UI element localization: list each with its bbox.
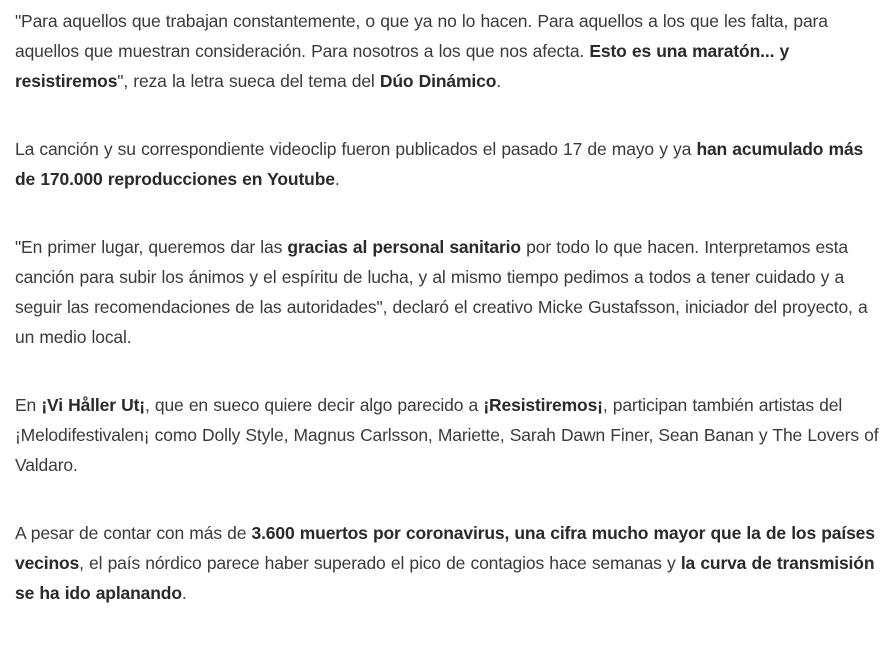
bold-text: gracias al personal sanitario <box>287 237 521 257</box>
text-segment: "En primer lugar, queremos dar las <box>15 237 288 257</box>
paragraph <box>15 390 885 480</box>
text-segment: . <box>496 71 501 91</box>
paragraph <box>15 134 885 194</box>
text-segment: "Para aquellos que trabajan constantemente, o que ya no lo hacen. Para aquellos a los que les falta, para aquellos que muestran consideración. Para nosotros a los que nos afecta. <box>15 11 828 61</box>
text-segment: , que en sueco quiere decir algo parecido a <box>144 395 484 415</box>
paragraph <box>15 518 885 608</box>
text-segment: A pesar de contar con más de <box>15 523 252 543</box>
text-segment: , participan también artistas del ¡Melodifestivalen¡ como Dolly Style, Magnus Carlsson, Mariette, Sarah Dawn Finer, Sean Banan y The Lovers of Valdaro. <box>15 395 879 475</box>
article-body <box>15 6 885 646</box>
bold-text: la curva de transmisión se ha ido aplanando <box>15 553 875 603</box>
text-segment: , el país nórdico parece haber superado el pico de contagios hace semanas y <box>79 553 681 573</box>
bold-text: Dúo Dinámico <box>379 71 497 91</box>
text-segment: La canción y su correspondiente videoclip fueron publicados el pasado 17 de mayo y ya <box>15 139 697 159</box>
bold-text: han acumulado más de 170.000 reproducciones en Youtube <box>15 139 864 189</box>
text-segment: En <box>15 395 42 415</box>
text-segment: . <box>334 169 340 189</box>
paragraph <box>15 6 885 96</box>
text-segment: por todo lo que hacen. Interpretamos esta canción para subir los ánimos y el espíritu de lucha, y al mismo tiempo pedimos a todos a tener cuidado y a seguir las recomendaciones de las autoridades", declaró el creativo Micke Gustafsson, iniciador del proyecto, a un medio local. <box>15 237 868 347</box>
text-segment: . <box>181 583 187 603</box>
bold-text: ¡Vi Håller Ut¡ <box>41 395 145 415</box>
text-segment: ", reza la letra sueca del tema del <box>117 71 380 91</box>
bold-text: 3.600 muertos por coronavirus, una cifra mucho mayor que la de los países vecinos <box>15 523 875 573</box>
paragraph <box>15 232 885 352</box>
bold-text: ¡Resistiremos¡ <box>483 395 603 415</box>
bold-text: Esto es una maratón... y resistiremos <box>15 41 790 91</box>
